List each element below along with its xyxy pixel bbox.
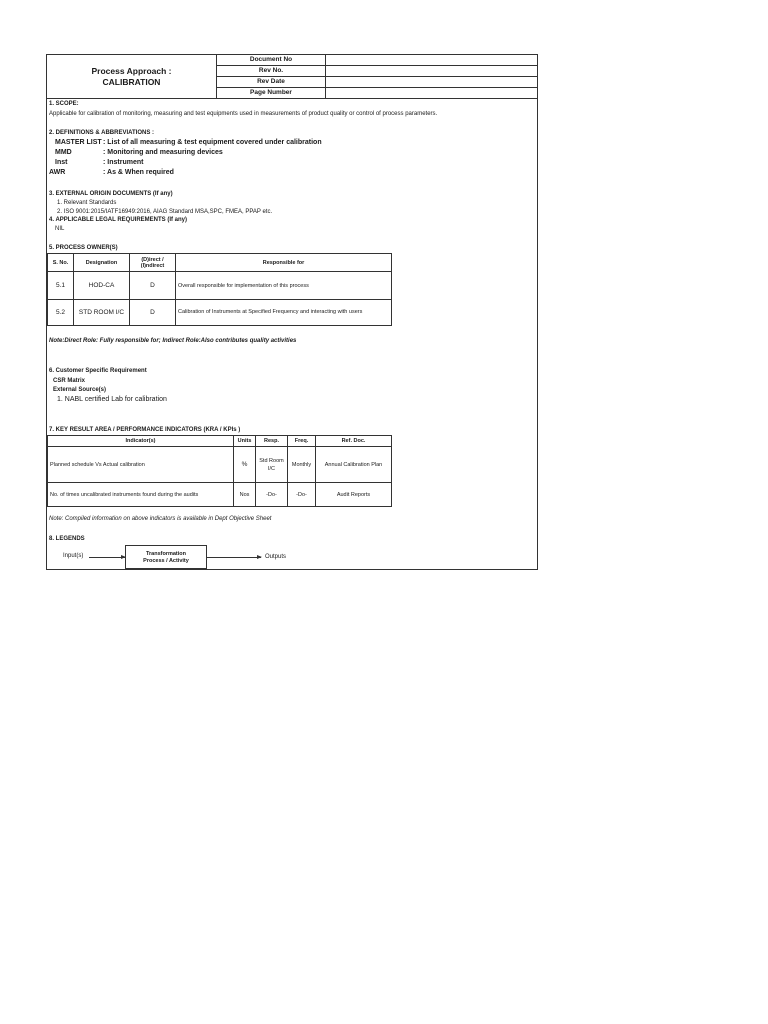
owners-col-sno: S. No. bbox=[48, 254, 74, 272]
owners-cell-designation: HOD-CA bbox=[74, 272, 130, 300]
owners-cell-direct-indirect: D bbox=[130, 272, 176, 300]
table-row bbox=[48, 272, 392, 300]
owners-cell-direct-indirect: D bbox=[130, 300, 176, 326]
csr-matrix-label: CSR Matrix bbox=[53, 378, 86, 384]
legend-process-line-1: Transformation bbox=[145, 551, 187, 557]
document-no-label: Document No bbox=[217, 55, 326, 65]
page-number-value[interactable] bbox=[326, 88, 537, 98]
external-source-item: 1. NABL certified Lab for calibration bbox=[57, 396, 167, 403]
legend-input-arrow bbox=[89, 557, 125, 558]
owners-cell-responsible: Overall responsible for implementation of this process bbox=[176, 272, 392, 300]
legend-output-arrow bbox=[207, 557, 261, 558]
owners-header-row bbox=[48, 254, 392, 272]
page-number-label: Page Number bbox=[217, 88, 326, 98]
owners-heading: 5. PROCESS OWNER(S) bbox=[49, 245, 118, 251]
kra-heading: 7. KEY RESULT AREA / PERFORMANCE INDICATORS (KRA / KPIs ) bbox=[49, 427, 241, 433]
table-row bbox=[48, 447, 392, 483]
document-no-value[interactable] bbox=[326, 55, 537, 65]
kra-col-units: Units bbox=[234, 436, 256, 447]
header-fields bbox=[217, 55, 537, 99]
kra-col-resp: Resp. bbox=[256, 436, 288, 447]
definition-desc-awr: : As & When required bbox=[103, 169, 174, 176]
table-row bbox=[48, 300, 392, 326]
scope-heading: 1. SCOPE: bbox=[49, 101, 79, 107]
definition-term-master-list: MASTER LIST bbox=[55, 139, 102, 146]
owners-col-designation: Designation bbox=[74, 254, 130, 272]
external-doc-item-2: 2. ISO 9001:2015/IATF16949:2016, AIAG Standard MSA,SPC, FMEA, PPAP etc. bbox=[57, 209, 273, 215]
definition-term-mmd: MMD bbox=[55, 149, 72, 156]
rev-no-row bbox=[217, 66, 537, 77]
scope-text: Applicable for calibration of monitoring, measuring and test equipments used in measurements of product quality or control of process parameters. bbox=[49, 111, 438, 117]
kra-col-freq: Freq. bbox=[288, 436, 316, 447]
kra-cell-units: Nos bbox=[234, 483, 256, 507]
definition-term-inst: Inst bbox=[55, 159, 68, 166]
kra-note: Note: Compiled information on above indicators is available in Dept Objective Sheet bbox=[49, 516, 272, 522]
external-source-label: External Source(s) bbox=[53, 387, 107, 393]
definitions-heading: 2. DEFINITIONS & ABBREVIATIONS : bbox=[49, 130, 155, 136]
kra-table bbox=[47, 435, 392, 507]
owners-col-responsible: Responsible for bbox=[176, 254, 392, 272]
title-line-2: CALIBRATION bbox=[102, 77, 161, 87]
document-no-row bbox=[217, 55, 537, 66]
kra-col-indicators: Indicator(s) bbox=[48, 436, 234, 447]
definition-term-awr: AWR bbox=[49, 169, 66, 176]
external-docs-heading: 3. EXTERNAL ORIGIN DOCUMENTS (If any) bbox=[49, 191, 173, 197]
kra-cell-units: % bbox=[234, 447, 256, 483]
rev-date-value[interactable] bbox=[326, 77, 537, 87]
owners-cell-responsible: Calibration of Instruments at Specified Frequency and interacting with users bbox=[176, 300, 392, 326]
owners-cell-designation: STD ROOM I/C bbox=[74, 300, 130, 326]
kra-cell-indicator: No. of times uncalibrated instruments found during the audits bbox=[48, 483, 234, 507]
legend-process-box bbox=[125, 545, 207, 569]
document-title bbox=[47, 55, 217, 99]
rev-date-row bbox=[217, 77, 537, 88]
owners-table bbox=[47, 253, 392, 326]
rev-no-label: Rev No. bbox=[217, 66, 326, 76]
legend-output-label: Outputs bbox=[265, 554, 287, 560]
owners-note: Note:Direct Role: Fully responsible for; Indirect Role:Also contributes quality activities bbox=[49, 338, 297, 344]
rev-date-label: Rev Date bbox=[217, 77, 326, 87]
kra-cell-ref-doc: Audit Reports bbox=[316, 483, 392, 507]
legend-input-label: Input(s) bbox=[63, 553, 84, 559]
kra-col-ref-doc: Ref. Doc. bbox=[316, 436, 392, 447]
kra-header-row bbox=[48, 436, 392, 447]
table-row bbox=[48, 483, 392, 507]
definition-desc-master-list: : List of all measuring & test equipment covered under calibration bbox=[103, 139, 322, 146]
owners-cell-sno: 5.1 bbox=[48, 272, 74, 300]
legal-heading: 4. APPLICABLE LEGAL REQUIREMENTS (If any) bbox=[49, 217, 188, 223]
definition-desc-inst: : Instrument bbox=[103, 159, 144, 166]
owners-col-direct-indirect: (D)irect / (I)ndirect bbox=[130, 254, 176, 272]
legend-process-line-2: Process / Activity bbox=[143, 558, 189, 564]
definition-desc-mmd: : Monitoring and measuring devices bbox=[103, 149, 223, 156]
kra-cell-resp: -Do- bbox=[256, 483, 288, 507]
title-line-1: Process Approach : bbox=[91, 66, 172, 76]
kra-cell-freq: Monthly bbox=[288, 447, 316, 483]
page-number-row bbox=[217, 88, 537, 99]
legends-heading: 8. LEGENDS bbox=[49, 536, 85, 542]
external-doc-item-1: 1. Relevant Standards bbox=[57, 200, 117, 206]
owners-cell-sno: 5.2 bbox=[48, 300, 74, 326]
customer-heading: 6. Customer Specific Requirement bbox=[49, 368, 147, 374]
document-sheet bbox=[46, 54, 538, 570]
rev-no-value[interactable] bbox=[326, 66, 537, 76]
kra-cell-indicator: Planned schedule Vs Actual calibration bbox=[48, 447, 234, 483]
legal-value: NIL bbox=[55, 226, 65, 232]
kra-cell-resp: Std Room I/C bbox=[256, 447, 288, 483]
kra-cell-ref-doc: Annual Calibration Plan bbox=[316, 447, 392, 483]
kra-cell-freq: -Do- bbox=[288, 483, 316, 507]
